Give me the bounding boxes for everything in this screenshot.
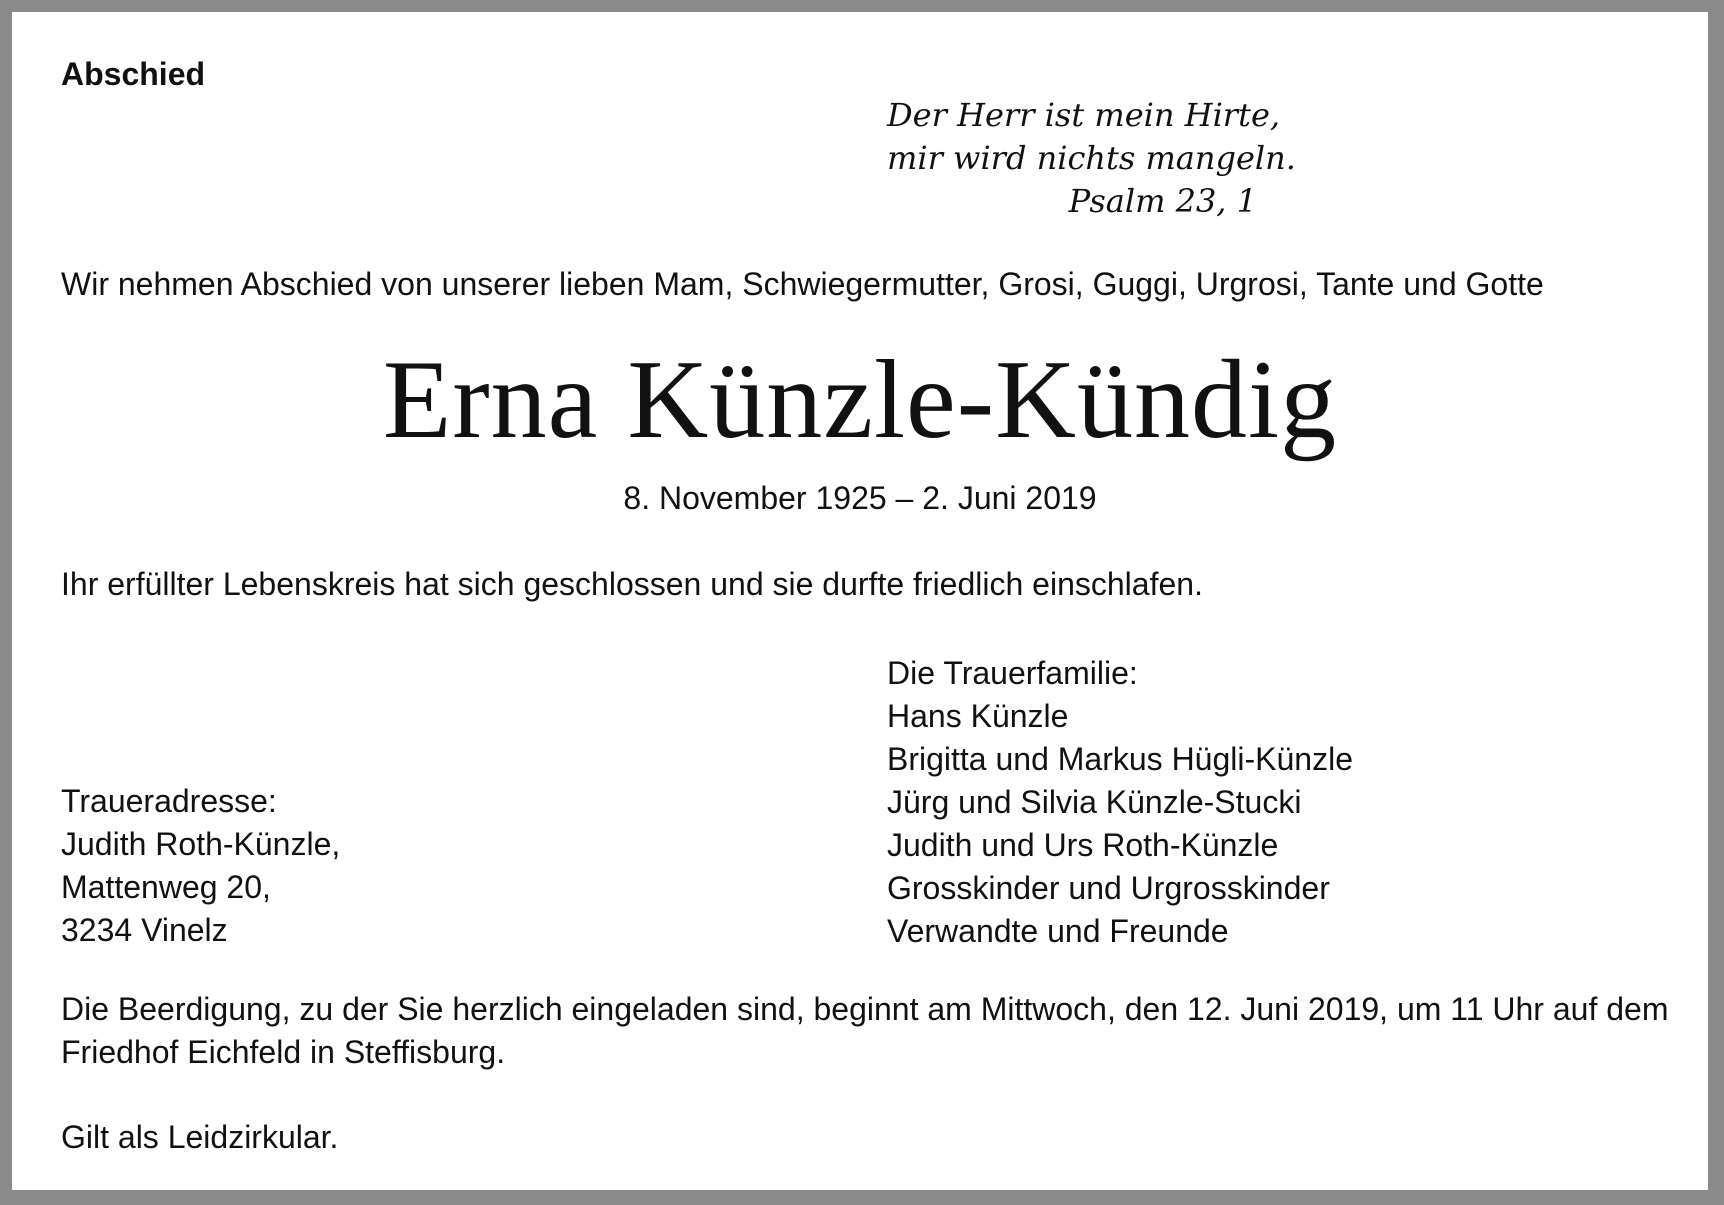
verse-line-1: Der Herr ist mein Hirte, xyxy=(887,96,1281,134)
circular-note: Gilt als Leidzirkular. xyxy=(61,1119,339,1155)
mourning-family xyxy=(887,652,1353,953)
obituary-page xyxy=(12,12,1708,1190)
mourning-address xyxy=(61,780,340,952)
family-heading: Die Trauerfamilie: xyxy=(887,655,1138,691)
family-member: Brigitta und Markus Hügli-Künzle xyxy=(887,741,1353,777)
section-label: Abschied xyxy=(61,56,206,92)
deceased-name: Erna Künzle-Kündig xyxy=(382,338,1338,462)
family-member: Verwandte und Freunde xyxy=(887,913,1229,949)
psalm-verse xyxy=(887,94,1296,223)
verse-line-2: mir wird nichts mangeln. xyxy=(887,139,1296,177)
address-line: Judith Roth-Künzle, xyxy=(61,826,341,862)
family-member: Judith und Urs Roth-Künzle xyxy=(887,827,1279,863)
address-line: 3234 Vinelz xyxy=(61,912,228,948)
family-member: Jürg und Silvia Künzle-Stucki xyxy=(887,784,1302,820)
address-line: Mattenweg 20, xyxy=(61,869,271,905)
verse-reference: Psalm 23, 1 xyxy=(1068,182,1257,220)
family-member: Grosskinder und Urgrosskinder xyxy=(887,870,1330,906)
passage-text: Ihr erfüllter Lebenskreis hat sich geschlossen und sie durfte friedlich einschlafen. xyxy=(61,566,1203,602)
intro-text: Wir nehmen Abschied von unserer lieben Mam, Schwiegermutter, Grosi, Guggi, Urgrosi, Tante und Gotte xyxy=(61,266,1544,302)
life-dates: 8. November 1925 – 2. Juni 2019 xyxy=(623,480,1097,516)
address-heading: Traueradresse: xyxy=(61,783,277,819)
family-member: Hans Künzle xyxy=(887,698,1069,734)
funeral-notice: Die Beerdigung, zu der Sie herzlich eingeladen sind, beginnt am Mittwoch, den 12. Juni 2019, um 11 Uhr auf dem Friedhof Eichfeld in Steffisburg. xyxy=(61,991,1669,1070)
